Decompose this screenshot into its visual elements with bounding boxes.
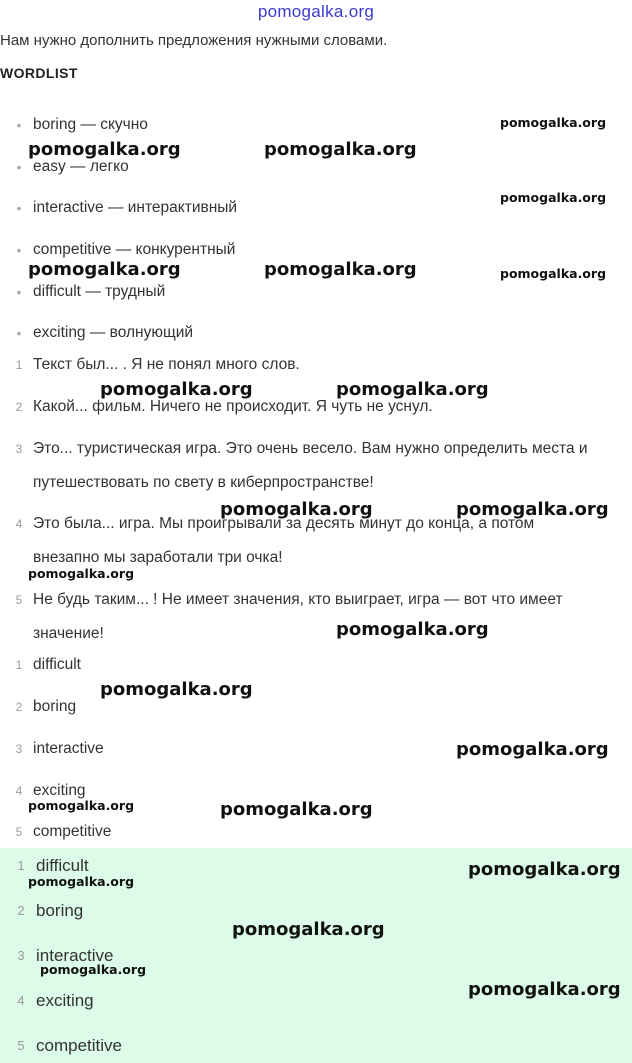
- sentence-number: 1: [15, 358, 23, 372]
- watermark: pomogalka.org: [28, 798, 135, 813]
- answer-number: 2: [17, 903, 25, 918]
- answer-panel: [0, 848, 632, 1063]
- watermark: pomogalka.org: [28, 566, 135, 581]
- watermark: pomogalka.org: [40, 962, 147, 977]
- answer-number: 3: [15, 742, 23, 756]
- wordlist-item-text: exciting — волнующий: [33, 324, 194, 341]
- watermark: pomogalka.org: [468, 979, 621, 1000]
- answer-text: exciting: [33, 782, 86, 799]
- wordlist-heading: WORDLIST: [0, 65, 78, 81]
- wordlist-item-text: difficult — трудный: [33, 283, 166, 300]
- bullet-icon: •: [16, 242, 22, 258]
- wordlist-item-text: interactive — интерактивный: [33, 199, 238, 216]
- wordlist-item-text: boring — скучно: [33, 116, 148, 133]
- task-intro: Нам нужно дополнить предложения нужными словами.: [0, 32, 388, 49]
- answer-number: 3: [17, 948, 25, 963]
- bullet-icon: •: [16, 200, 22, 216]
- wordlist-item-text: competitive — конкурентный: [33, 241, 236, 258]
- bullet-icon: •: [16, 284, 22, 300]
- watermark: pomogalka.org: [500, 266, 607, 281]
- watermark: pomogalka.org: [456, 739, 609, 760]
- bullet-icon: •: [16, 117, 22, 133]
- answer-text: exciting: [36, 991, 94, 1010]
- answer-number: 1: [17, 858, 25, 873]
- answer-text: interactive: [36, 946, 114, 965]
- answer-text: interactive: [33, 740, 104, 757]
- answer-text: difficult: [36, 856, 89, 875]
- sentence-text: Это... туристическая игра. Это очень весело. Вам нужно определить места и путешествовать по свету в киберпространстве!: [33, 440, 588, 491]
- answer-number: 4: [17, 993, 25, 1008]
- watermark: pomogalka.org: [100, 679, 253, 700]
- watermark: pomogalka.org: [100, 379, 253, 400]
- watermark: pomogalka.org: [468, 859, 621, 880]
- answer-number: 1: [15, 658, 23, 672]
- watermark: pomogalka.org: [264, 139, 417, 160]
- sentence-number: 2: [15, 400, 23, 414]
- watermark: pomogalka.org: [336, 379, 489, 400]
- answer-number: 4: [15, 784, 23, 798]
- answer-number: 2: [15, 700, 23, 714]
- watermark: pomogalka.org: [28, 139, 181, 160]
- answer-number: 5: [15, 825, 23, 839]
- answer-text: difficult: [33, 656, 81, 673]
- sentence-text: Не будь таким... ! Не имеет значения, кто выиграет, игра — вот что имеет значение!: [33, 591, 563, 642]
- answer-text: competitive: [36, 1036, 122, 1055]
- watermark: pomogalka.org: [336, 619, 489, 640]
- sentence-number: 4: [15, 517, 23, 531]
- answer-number: 5: [17, 1038, 25, 1053]
- bullet-icon: •: [16, 159, 22, 175]
- watermark: pomogalka.org: [456, 499, 609, 520]
- answer-text: competitive: [33, 823, 112, 840]
- watermark: pomogalka.org: [28, 874, 135, 889]
- answer-text: boring: [36, 901, 84, 920]
- wordlist-item-text: easy — легко: [33, 158, 129, 175]
- sentence-number: 5: [15, 593, 23, 607]
- answer-text: boring: [33, 698, 77, 715]
- sentence-text: Какой... фильм. Ничего не происходит. Я чуть не уснул.: [33, 398, 433, 415]
- watermark: pomogalka.org: [500, 115, 607, 130]
- watermark: pomogalka.org: [220, 799, 373, 820]
- bullet-icon: •: [16, 325, 22, 341]
- site-header-link[interactable]: pomogalka.org: [257, 2, 375, 21]
- sentence-text: Текст был... . Я не понял много слов.: [33, 356, 300, 373]
- watermark: pomogalka.org: [220, 499, 373, 520]
- watermark: pomogalka.org: [500, 190, 607, 205]
- sentence-number: 3: [15, 442, 23, 456]
- watermark: pomogalka.org: [232, 919, 385, 940]
- watermark: pomogalka.org: [28, 259, 181, 280]
- sentence-text: Это была... игра. Мы проигрывали за десять минут до конца, а потом внезапно мы заработали три очка!: [33, 515, 535, 566]
- watermark: pomogalka.org: [264, 259, 417, 280]
